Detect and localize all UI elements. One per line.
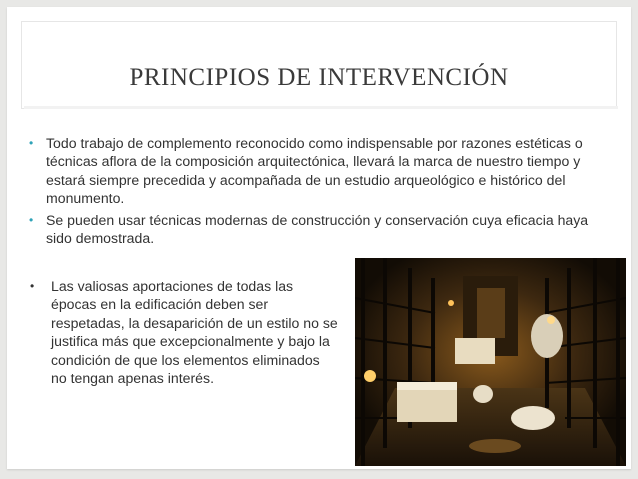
bullet-text: Todo trabajo de complemento reconocido como indispensable por razones estéticas o técnicas aflora de la composición arquitectónica, llevará la marca de nuestro tiempo y estará siempre precedida y acompañada de un estudio arqueológico e histórico del monumento. [46, 135, 583, 207]
title-box [21, 21, 617, 109]
white-sheet [531, 314, 563, 358]
covered-block [455, 338, 495, 364]
bullet-text: Las valiosas aportaciones de todas las épocas en la edificación deben ser respetadas, la desaparición de un estilo no se justifica más que excepcionalmente y bajo la condición de que los elementos eliminados no tengan apenas interés. [51, 278, 338, 387]
slide-title: PRINCIPIOS DE INTERVENCIÓN [129, 64, 509, 91]
bullet-icon: • [30, 279, 35, 293]
white-sheet [511, 406, 555, 430]
excavation-photo [355, 258, 626, 466]
lamp [547, 316, 555, 324]
title-divider [24, 106, 618, 109]
bullet-item [29, 211, 604, 248]
nave-window [477, 288, 505, 338]
bullet-item [29, 134, 604, 208]
bullet-list-top [29, 134, 604, 250]
bullet-text: Se pueden usar técnicas modernas de construcción y conservación cuya eficacia haya sido demostrada. [46, 211, 589, 247]
bullet-icon: • [29, 212, 34, 227]
bullet-list-left [29, 277, 339, 387]
lamp [364, 370, 376, 382]
white-sheet [473, 385, 493, 403]
photo-illustration [355, 258, 626, 466]
bullet-icon: • [29, 136, 34, 150]
bullet-item [29, 277, 339, 387]
slide [7, 7, 631, 469]
floor-pit [469, 439, 521, 453]
lamp [448, 300, 454, 306]
